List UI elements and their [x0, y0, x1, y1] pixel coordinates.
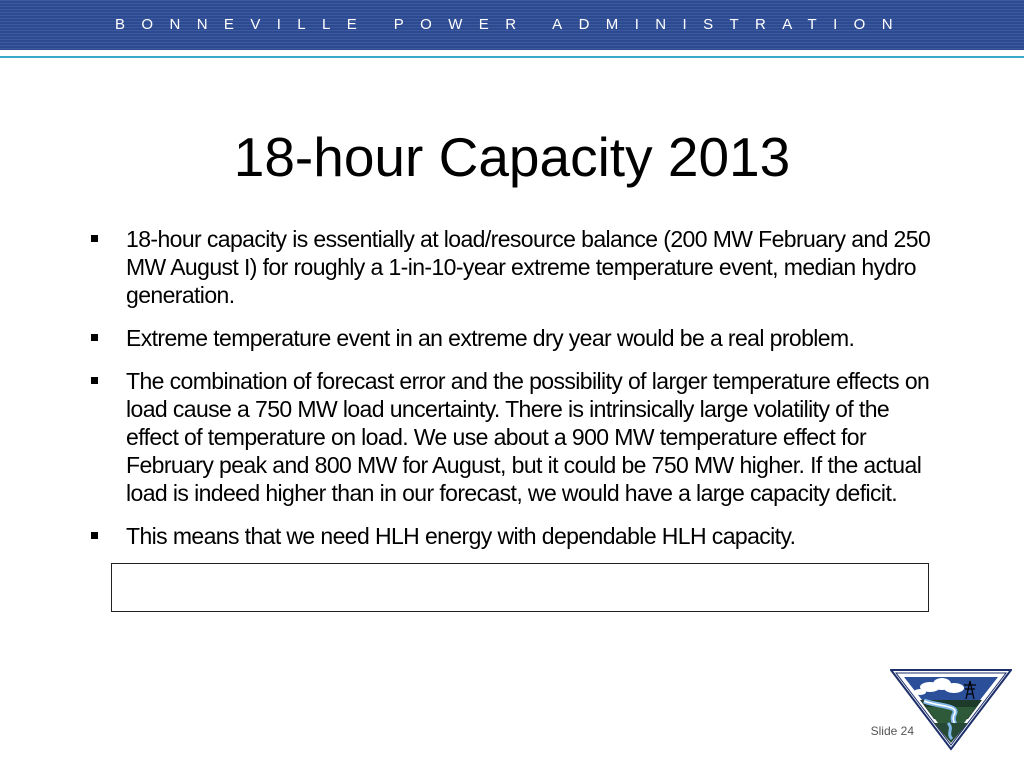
bullet-item [80, 324, 940, 352]
bullet-item [80, 367, 940, 507]
bullet-text: 18-hour capacity is essentially at load/resource balance (200 MW February and 250 MW August I) for roughly a 1-in-10-year extreme temperature event, median hydro generation. [126, 226, 931, 308]
bullet-square-icon [91, 532, 98, 539]
slide-number: Slide 24 [870, 724, 914, 738]
bullet-square-icon [91, 334, 98, 341]
header-rule [0, 56, 1024, 58]
bullet-item [80, 522, 940, 550]
bullet-list [80, 225, 940, 565]
header-org-name: BONNEVILLE POWER ADMINISTRATION [114, 16, 909, 33]
slide-title: 18-hour Capacity 2013 [233, 126, 791, 188]
bullet-item [80, 225, 940, 309]
highlight-box [111, 563, 929, 612]
bullet-text: The combination of forecast error and the possibility of larger temperature effects on load cause a 750 MW load uncertainty. There is intrinsically large volatility of the effect of temperature on load. We use about a 900 MW temperature effect for February peak and 800 MW for August, but it could be 750 MW higher. If the actual load is indeed higher than in our forecast, we would have a large capacity deficit. [126, 368, 930, 506]
bullet-text: This means that we need HLH energy with dependable HLH capacity. [126, 523, 796, 549]
bullet-square-icon [91, 377, 98, 384]
bullet-text: Extreme temperature event in an extreme dry year would be a real problem. [126, 325, 855, 351]
bullet-square-icon [91, 235, 98, 242]
